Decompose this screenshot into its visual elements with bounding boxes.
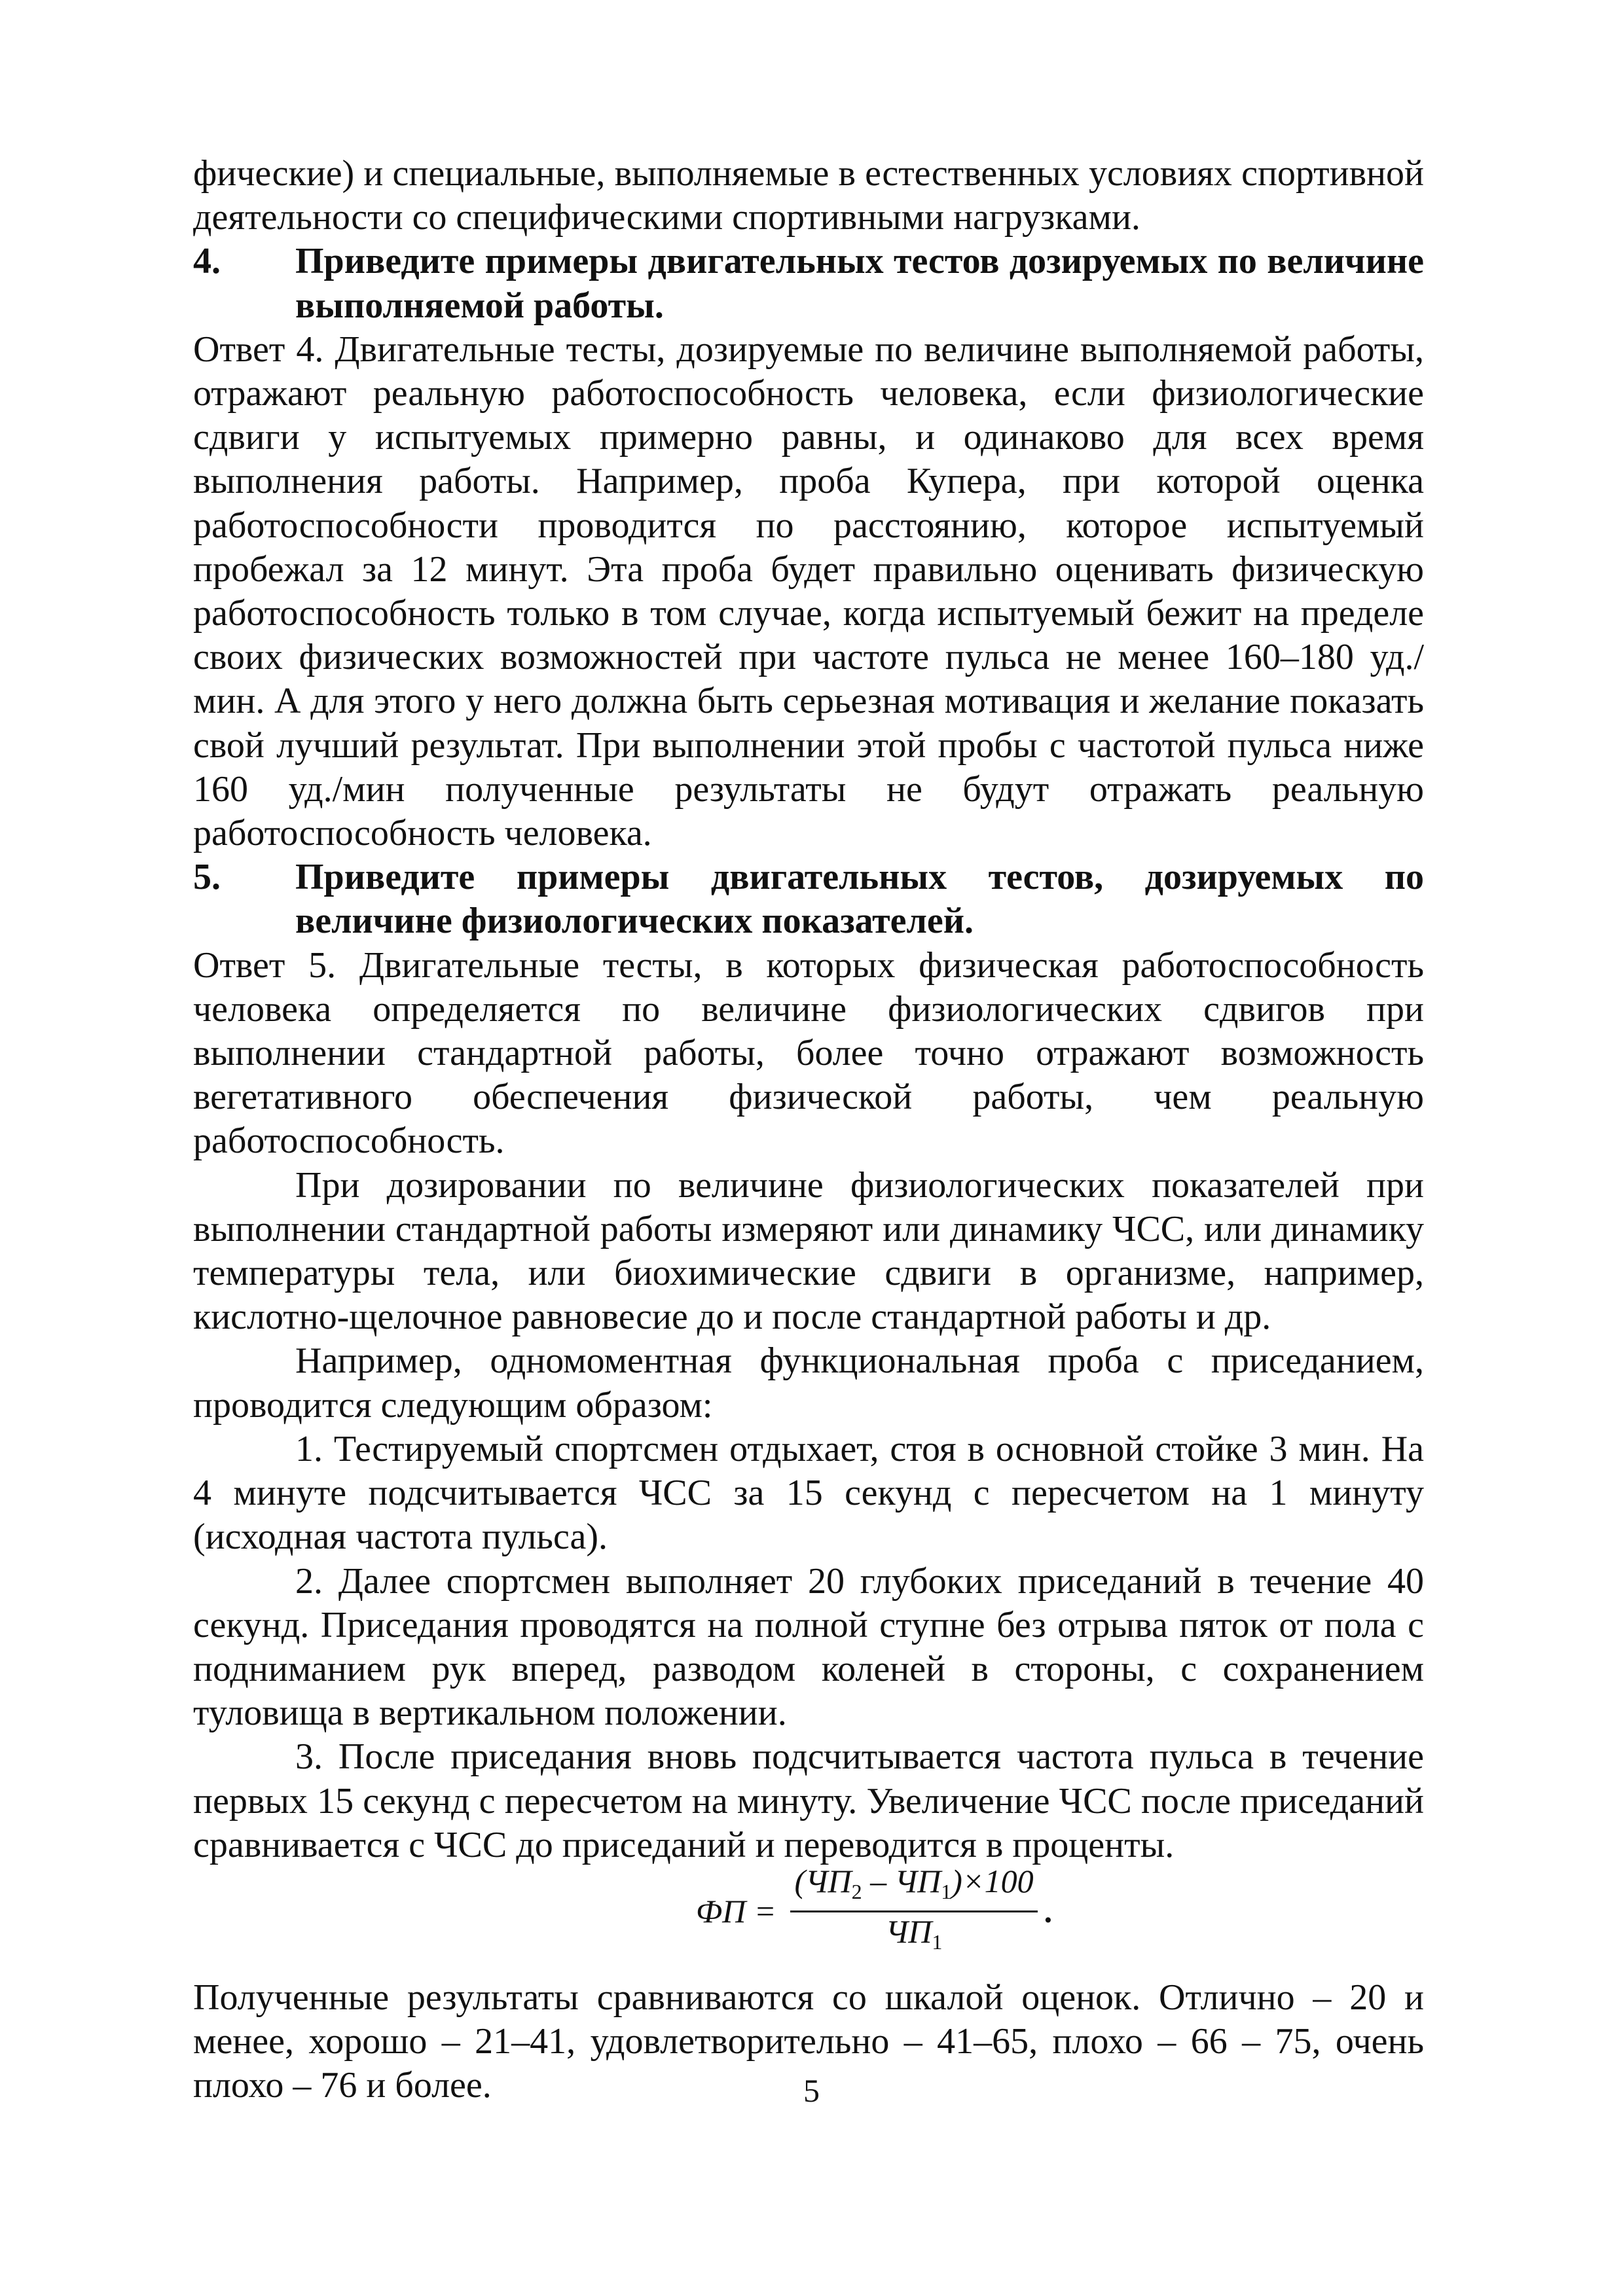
question-5-text: Приведите примеры двигательных тестов, дозируемых по величине физиологических показателей.: [295, 857, 1424, 942]
example-paragraph: Например, одномоментная функциональная проба с приседанием, проводится следующим образом:: [193, 1340, 1424, 1426]
formula-end-dot: .: [1044, 1893, 1053, 1930]
dosing-paragraph: При дозировании по величине физиологических показателей при выполнении стандартной работы измеряют или динамику ЧСС, или динамику температуры тела, или биохимические сдвиги в организме, например, кислотно-щелочное равновесие до и после стандартной работы и др.: [193, 1164, 1424, 1338]
formula-equals: =: [754, 1893, 776, 1930]
question-5-number: 5.: [193, 857, 221, 898]
intro-paragraph: фические) и специальные, выполняемые в естественных условиях спортивной деятельности со специфическими спортивными нагрузками.: [193, 153, 1424, 238]
step-2-paragraph: 2. Далее спортсмен выполняет 20 глубоких приседаний в течение 40 секунд. Приседания проводятся на полной ступне без отрыва пяток от пола с подниманием рук вперед, разводом коленей в стороны, с сохранением туловища в вертикальном положении.: [193, 1560, 1424, 1734]
result-paragraph: Полученные результаты сравниваются со шкалой оценок. Отлично – 20 и менее, хорошо – 21–41, удовлетворительно – 41–65, плохо – 66 – 75, очень плохо – 76 и более.: [193, 1977, 1424, 2106]
answer-4-paragraph: Ответ 4. Двигательные тесты, дозируемые по величине выполняемой работы, отражают реальную работоспособность человека, если физиологические сдвиги у испытуемых примерно равны, и одинаково для всех время выполнения работы. Например, проба Купера, при которой оценка работоспособности проводится по расстоянию, которое испытуемый пробежал за 12 минут. Эта проба будет правильно оценивать физическую работоспособность только в том случае, когда испытуемый бежит на пределе своих физических возможностей при частоте пульса не менее 160–180 уд./мин. А для этого у него должна быть серьезная мотивация и желание показать свой лучший результат. При выполнении этой пробы с частотой пульса ниже 160 уд./мин полученные результаты не будут отражать реальную работоспособность человека.: [193, 329, 1424, 854]
formula-fraction: [790, 1862, 1037, 1961]
formula-sub-1: 1: [941, 1880, 952, 1904]
formula-lhs-symbol: ФП: [695, 1893, 746, 1930]
formula-num-open: (ЧП: [794, 1863, 852, 1900]
question-4-number: 4.: [193, 241, 221, 282]
question-4-text: Приведите примеры двигательных тестов дозируемых по величине выполняемой работы.: [295, 241, 1424, 326]
step-1-paragraph: 1. Тестируемый спортсмен отдыхает, стоя в основной стойке 3 мин. На 4 минуте подсчитывается ЧСС за 15 секунд с пересчетом на 1 минуту (исходная частота пульса).: [193, 1428, 1424, 1558]
formula-denominator: [886, 1912, 943, 1961]
page-number: 5: [803, 2072, 820, 2109]
formula-sub-2: 2: [851, 1880, 862, 1904]
formula-numerator: [790, 1862, 1037, 1912]
formula-num-close: )×100: [951, 1863, 1034, 1900]
formula-lhs: [696, 1890, 776, 1933]
pulse-formula: [193, 1863, 1424, 1954]
formula-minus: – ЧП: [862, 1863, 941, 1900]
answer-5-paragraph: Ответ 5. Двигательные тесты, в которых физическая работоспособность человека определяется по величине физиологических сдвигов при выполнении стандартной работы, более точно отражают возможность вегетативного обеспечения физической работы, чем реальную работоспособность.: [193, 944, 1424, 1162]
formula-den-symbol: ЧП: [885, 1913, 932, 1950]
document-page: [193, 152, 1424, 2108]
question-4-heading: [193, 240, 1424, 327]
question-5-heading: [193, 855, 1424, 943]
step-3-paragraph: 3. После приседания вновь подсчитывается частота пульса в течение первых 15 секунд с пересчетом на минуту. Увеличение ЧСС после приседаний сравнивается с ЧСС до приседаний и переводится в проценты.: [193, 1736, 1424, 1865]
formula-den-sub: 1: [932, 1930, 943, 1954]
